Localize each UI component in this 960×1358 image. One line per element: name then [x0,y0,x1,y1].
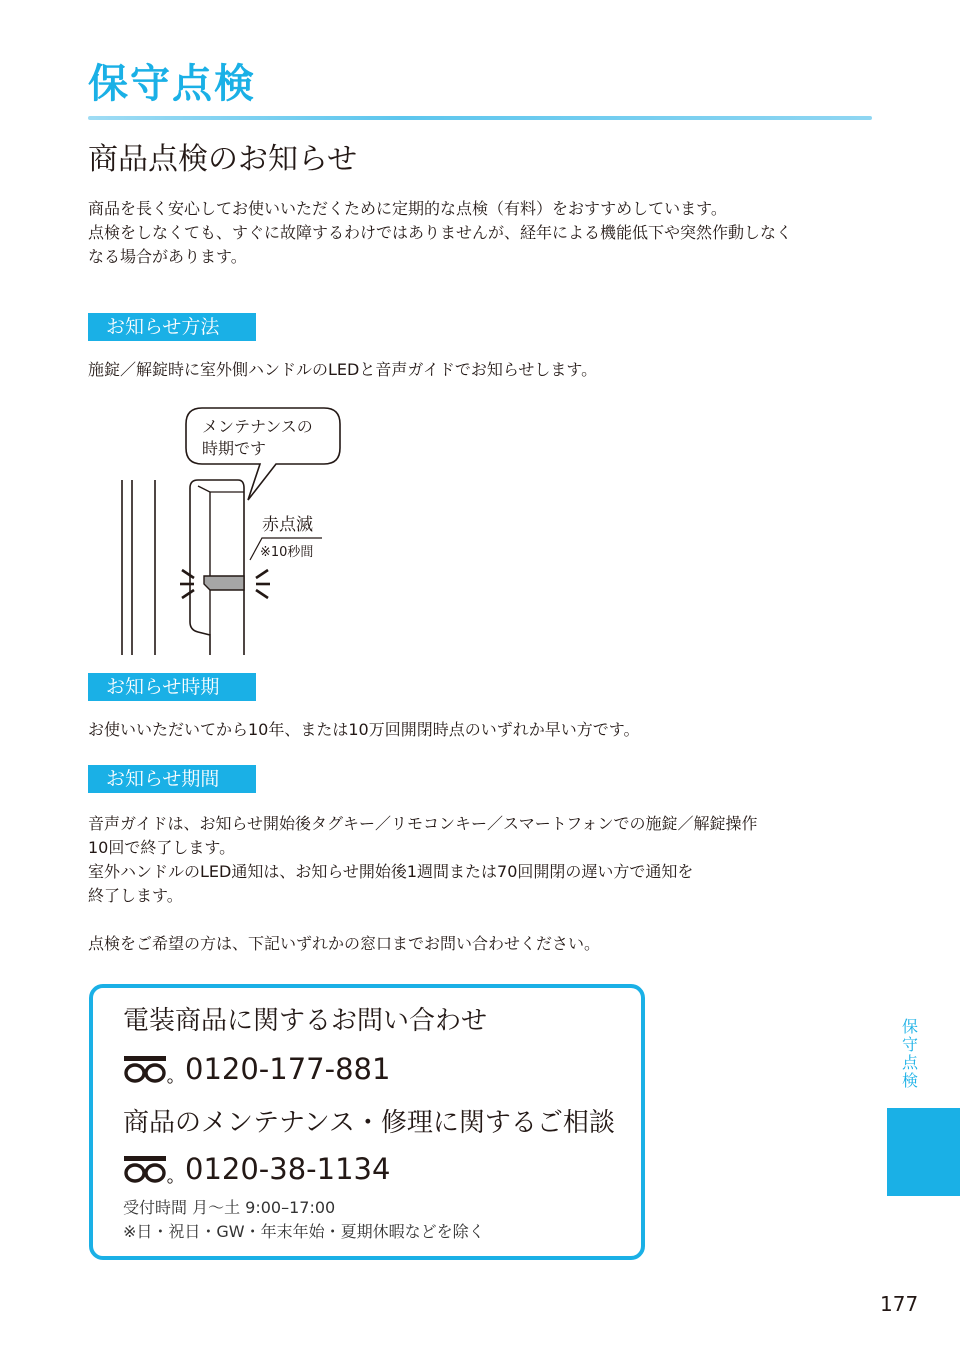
blink-label: 赤点滅 [262,515,313,535]
speech-bubble-line: メンテナンスの [202,417,313,436]
intro-line: 点検をしなくても、すぐに故障するわけではありませんが、経年による機能低下や突然作動しなく [88,223,793,242]
handle-outline [190,488,210,655]
business-hours-line: 受付時間 月～土 9:00–17:00 [123,1198,336,1217]
notice-timing-text: お使いいただいてから10年、または10万回開閉時点のいずれか早い方です。 [88,720,640,739]
intro-line: 商品を長く安心してお使いいただくために定期的な点検（有料）をおすすめしています。 [88,199,727,218]
handle-edge [198,486,210,635]
handle-outline [190,480,244,655]
notice-period-text [88,812,757,908]
door-handle-illustration [110,400,370,660]
phone-number: 0120-177-881 [185,1052,391,1086]
freedial-icon [123,1154,173,1184]
phone-number: 0120-38-1134 [185,1152,391,1186]
notice-period-heading: お知らせ期間 [88,765,256,793]
side-tab[interactable] [887,1108,960,1196]
notice-period-line: 音声ガイドは、お知らせ開始後タグキー／リモコンキー／スマートフォンでの施錠／解錠操作 [88,814,758,833]
notice-method-heading: お知らせ方法 [88,313,256,341]
phone-row[interactable] [123,1052,390,1086]
freedial-icon [123,1054,173,1084]
intro-paragraph [88,197,888,269]
contact-box [89,984,645,1260]
notice-period-line: 終了します。 [88,886,183,905]
phone-row[interactable] [123,1152,390,1186]
blink-mark [182,590,194,598]
contact-prompt: 点検をご希望の方は、下記いずれかの窓口までお問い合わせください。 [88,934,601,953]
blink-note: ※10秒間 [260,545,314,560]
intro-line: なる場合があります。 [88,247,247,266]
blink-mark [256,570,268,578]
blink-mark [182,570,194,578]
notice-timing-heading: お知らせ時期 [88,673,256,701]
page-number: 177 [880,1292,919,1316]
title-underline [88,116,872,120]
led-indicator [204,576,244,590]
notice-method-text: 施錠／解錠時に室外側ハンドルのLEDと音声ガイドでお知らせします。 [88,360,598,379]
section-title: 商品点検のお知らせ [88,142,358,177]
contact-heading: 商品のメンテナンス・修理に関するご相談 [123,1108,615,1138]
business-hours [123,1196,485,1244]
notice-period-line: 10回で終了します。 [88,838,236,857]
notice-period-line: 室外ハンドルのLED通知は、お知らせ開始後1週間または70回開閉の遅い方で通知を [88,862,694,881]
side-tab-label: 保守点検 [901,1017,918,1090]
contact-heading: 電装商品に関するお問い合わせ [123,1006,488,1036]
speech-bubble-line: 時期です [202,439,267,458]
business-hours-note: ※日・祝日・GW・年末年始・夏期休暇などを除く [123,1222,485,1241]
chapter-title: 保守点検 [88,61,256,107]
blink-mark [256,590,268,598]
